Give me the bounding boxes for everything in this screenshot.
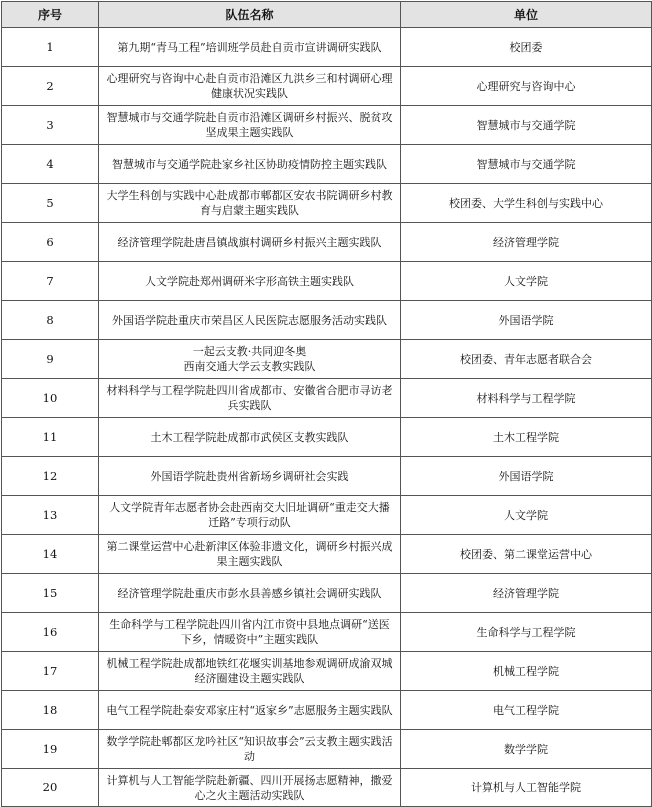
row-team-name: 土木工程学院赴成都市武侯区支教实践队	[99, 418, 401, 457]
row-team-name: 人文学院青年志愿者协会赴西南交大旧址调研“重走交大播迁路”专项行动队	[99, 496, 401, 535]
row-unit: 生命科学与工程学院	[401, 613, 652, 652]
table-row	[2, 223, 652, 262]
row-team-name: 智慧城市与交通学院赴自贡市沿滩区调研乡村振兴、脱贫攻坚成果主题实践队	[99, 106, 401, 145]
row-serial-number: 16	[2, 613, 99, 652]
row-team-name: 生命科学与工程学院赴四川省内江市资中县地点调研“送医下乡，情暖资中”主题实践队	[99, 613, 401, 652]
table-row	[2, 652, 652, 691]
row-team-name: 外国语学院赴重庆市荣昌区人民医院志愿服务活动实践队	[99, 301, 401, 340]
row-serial-number: 17	[2, 652, 99, 691]
header-unit: 单位	[401, 2, 652, 28]
table-row	[2, 418, 652, 457]
row-serial-number: 15	[2, 574, 99, 613]
row-team-name: 第九期“青马工程”培训班学员赴自贡市宣讲调研实践队	[99, 28, 401, 67]
row-unit: 人文学院	[401, 262, 652, 301]
row-team-name: 经济管理学院赴唐昌镇战旗村调研乡村振兴主题实践队	[99, 223, 401, 262]
table-row	[2, 379, 652, 418]
row-serial-number: 1	[2, 28, 99, 67]
row-unit: 计算机与人工智能学院	[401, 769, 652, 807]
row-team-name-line: 一起云支教·共同迎冬奥 西南交通大学云支教实践队	[183, 345, 316, 373]
header-team-name: 队伍名称	[99, 2, 401, 28]
row-serial-number: 3	[2, 106, 99, 145]
row-unit: 数学学院	[401, 730, 652, 769]
table-row	[2, 106, 652, 145]
row-team-name: 数学学院赴郫都区龙吟社区“知识故事会”云支教主题实践活动	[99, 730, 401, 769]
table-row	[2, 340, 652, 379]
row-team-name: 人文学院赴郑州调研米字形高铁主题实践队	[99, 262, 401, 301]
header-row	[2, 2, 652, 28]
row-unit: 外国语学院	[401, 301, 652, 340]
row-serial-number: 9	[2, 340, 99, 379]
row-unit: 校团委	[401, 28, 652, 67]
row-team-name: 第二课堂运营中心赴新津区体验非遗文化，调研乡村振兴成果主题实践队	[99, 535, 401, 574]
table-row	[2, 730, 652, 769]
row-unit: 经济管理学院	[401, 574, 652, 613]
row-serial-number: 19	[2, 730, 99, 769]
row-serial-number: 5	[2, 184, 99, 223]
row-serial-number: 6	[2, 223, 99, 262]
table-row	[2, 301, 652, 340]
row-serial-number: 11	[2, 418, 99, 457]
row-team-name: 心理研究与咨询中心赴自贡市沿滩区九洪乡三和村调研心理健康状况实践队	[99, 67, 401, 106]
row-team-name: 材料科学与工程学院赴四川省成都市、安徽省合肥市寻访老兵实践队	[99, 379, 401, 418]
row-serial-number: 7	[2, 262, 99, 301]
row-unit: 校团委、青年志愿者联合会	[401, 340, 652, 379]
row-team-name: 智慧城市与交通学院赴家乡社区协助疫情防控主题实践队	[99, 145, 401, 184]
practice-teams-table	[1, 1, 652, 807]
row-serial-number: 8	[2, 301, 99, 340]
table-row	[2, 28, 652, 67]
row-unit: 土木工程学院	[401, 418, 652, 457]
table-row	[2, 457, 652, 496]
row-unit: 智慧城市与交通学院	[401, 106, 652, 145]
table-row	[2, 535, 652, 574]
row-serial-number: 20	[2, 769, 99, 807]
table-row	[2, 496, 652, 535]
table-row	[2, 262, 652, 301]
table-row	[2, 184, 652, 223]
row-unit: 人文学院	[401, 496, 652, 535]
row-serial-number: 13	[2, 496, 99, 535]
row-serial-number: 4	[2, 145, 99, 184]
row-unit: 外国语学院	[401, 457, 652, 496]
row-unit: 机械工程学院	[401, 652, 652, 691]
table-row	[2, 613, 652, 652]
table-row	[2, 145, 652, 184]
row-serial-number: 14	[2, 535, 99, 574]
row-unit: 电气工程学院	[401, 691, 652, 730]
row-team-name	[99, 340, 401, 379]
row-team-name: 外国语学院赴贵州省新场乡调研社会实践	[99, 457, 401, 496]
table-row	[2, 67, 652, 106]
row-unit: 校团委、大学生科创与实践中心	[401, 184, 652, 223]
row-team-name: 计算机与人工智能学院赴新疆、四川开展扬志愿精神，撒爱心之火主题活动实践队	[99, 769, 401, 807]
row-team-name: 机械工程学院赴成都地铁红花堰实训基地参观调研成渝双城经济圈建设主题实践队	[99, 652, 401, 691]
row-unit: 心理研究与咨询中心	[401, 67, 652, 106]
row-team-name: 大学生科创与实践中心赴成都市郫都区安农书院调研乡村教育与启蒙主题实践队	[99, 184, 401, 223]
row-serial-number: 2	[2, 67, 99, 106]
row-serial-number: 12	[2, 457, 99, 496]
table-row	[2, 769, 652, 807]
row-unit: 智慧城市与交通学院	[401, 145, 652, 184]
table-row	[2, 691, 652, 730]
row-team-name: 经济管理学院赴重庆市彭水县善感乡镇社会调研实践队	[99, 574, 401, 613]
row-unit: 校团委、第二课堂运营中心	[401, 535, 652, 574]
row-unit: 经济管理学院	[401, 223, 652, 262]
header-serial-number: 序号	[2, 2, 99, 28]
row-serial-number: 10	[2, 379, 99, 418]
row-team-name: 电气工程学院赴泰安邓家庄村“返家乡”志愿服务主题实践队	[99, 691, 401, 730]
table-row	[2, 574, 652, 613]
row-serial-number: 18	[2, 691, 99, 730]
row-unit: 材料科学与工程学院	[401, 379, 652, 418]
